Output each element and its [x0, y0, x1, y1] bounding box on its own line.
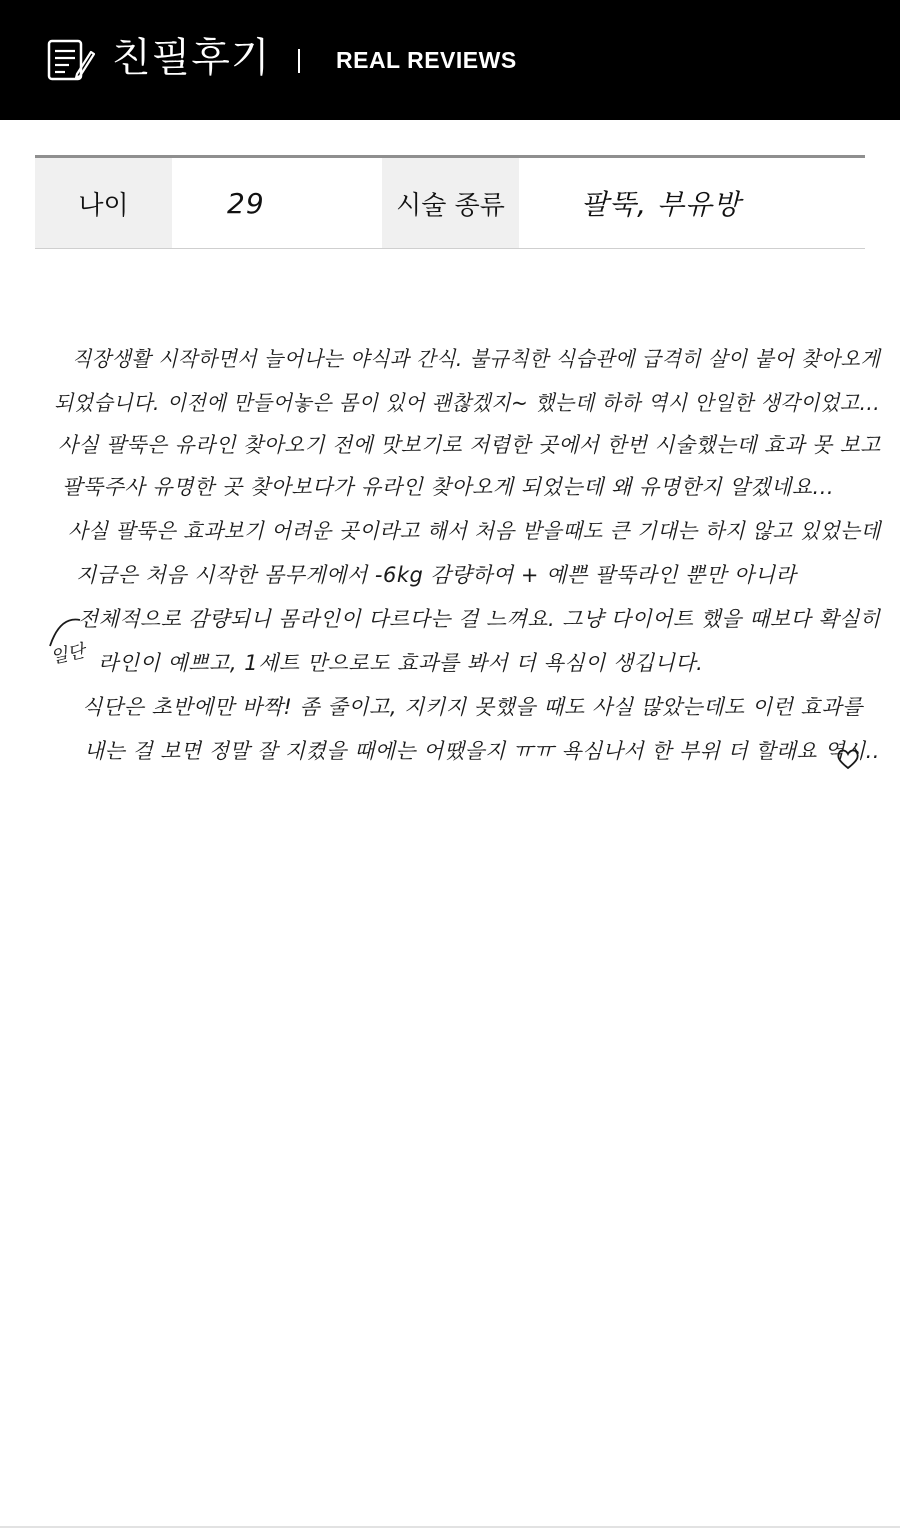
review-line: 지금은 처음 시작한 몸무게에서 -6kg 감량하여 + 예쁜 팔뚝라인 뿐만 아니라 — [76, 563, 797, 587]
review-line: 내는 걸 보면 정말 잘 지켰을 때에는 어땠을지 ㅠㅠ 욕심나서 한 부위 더 할래요 역시.. — [84, 739, 880, 763]
page-subtitle: REAL REVIEWS — [336, 47, 517, 73]
bottom-divider — [0, 1526, 900, 1528]
heart-icon — [836, 748, 860, 770]
review-note-icon — [47, 38, 95, 82]
review-line: 식단은 초반에만 바짝! 좀 줄이고, 지키지 못했을 때도 사실 많았는데도 이런 효과를 — [82, 695, 863, 719]
age-value: 29 — [227, 186, 265, 220]
review-line: 라인이 예쁘고, 1세트 만으로도 효과를 봐서 더 욕심이 생깁니다. — [98, 651, 704, 675]
review-line: 전체적으로 감량되니 몸라인이 다르다는 걸 느껴요. 그냥 다이어트 했을 때보다 확실히 — [78, 607, 881, 631]
title-divider — [298, 49, 300, 73]
treatment-label: 시술 종류 — [382, 158, 519, 248]
review-info-table — [35, 155, 865, 249]
page-title: 친필후기 — [112, 35, 271, 81]
age-label: 나이 — [35, 158, 172, 248]
review-line: 직장생활 시작하면서 늘어나는 야식과 간식. 불규칙한 식습관에 급격히 살이 붙어 찾아오게 — [72, 347, 881, 371]
review-line: 팔뚝주사 유명한 곳 찾아보다가 유라인 찾아오게 되었는데 왜 유명한지 알겠네요... — [62, 475, 835, 499]
header-bar — [0, 0, 900, 120]
treatment-value: 팔뚝, 부유방 — [581, 188, 742, 221]
review-line: 사실 팔뚝은 효과보기 어려운 곳이라고 해서 처음 받을때도 큰 기대는 하지 않고 있었는데 — [68, 519, 881, 543]
review-line: 되었습니다. 이전에 만들어놓은 몸이 있어 괜찮겠지~ 했는데 하하 역시 안일한 생각이었고... — [54, 391, 881, 415]
margin-note: 일단 — [48, 640, 87, 669]
review-line: 사실 팔뚝은 유라인 찾아오기 전에 맛보기로 저렴한 곳에서 한번 시술했는데 효과 못 보고 — [58, 433, 881, 457]
